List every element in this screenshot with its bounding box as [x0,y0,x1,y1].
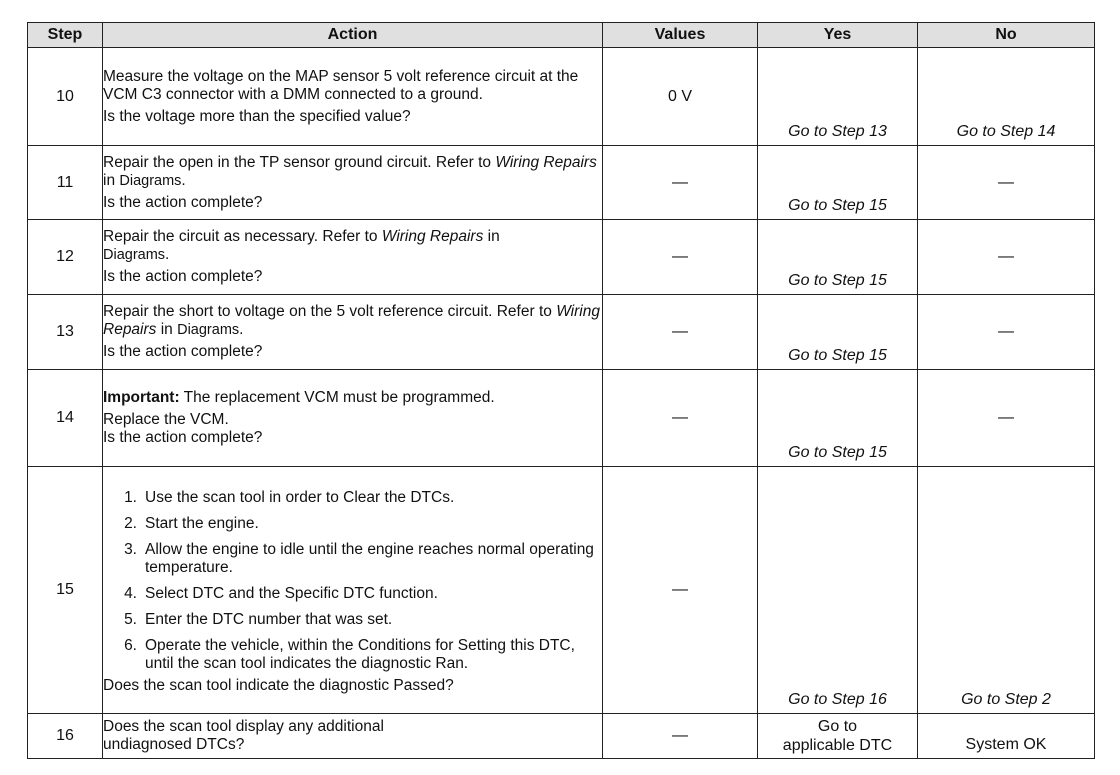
diagrams-reference: Diagrams [103,247,166,264]
action-question: Does the scan tool display any additional undiagnosed DTCs? [103,717,384,753]
no-cell [918,713,1095,758]
no-dash: — [998,409,1014,426]
no-link[interactable]: Go to Step 14 [956,123,1056,141]
step-number: 10 [28,48,103,146]
yes-link[interactable]: Go to Step 15 [788,271,887,289]
action-question: Is the action complete? [103,268,263,286]
no-cell [918,220,1095,294]
action-text-part: Repair the open in the TP sensor ground circuit. Refer to [103,153,496,171]
important-text: The replacement VCM must be programmed. [179,389,495,406]
action-question: Is the action complete? [103,342,263,360]
action-text-part: in [483,228,500,246]
step-number: 13 [28,294,103,369]
action-text [103,154,602,190]
table-row [28,146,1095,220]
wiring-repairs-reference: Wiring Repairs [495,153,597,171]
procedure-list [103,489,602,673]
header-no: No [918,23,1095,48]
diagrams-reference: Diagrams [119,172,182,189]
yes-cell [758,369,918,466]
step-number: 11 [28,146,103,220]
list-text: Select DTC and the Specific DTC function. [145,585,438,603]
yes-line-2: applicable DTC [782,736,893,754]
no-dash: — [998,248,1014,266]
table-row [28,369,1095,466]
action-text [103,303,602,339]
value-dash: — [672,409,688,426]
action-cell [103,220,603,294]
value-dash: — [672,580,688,598]
wiring-repairs-reference: Wiring Repairs [381,228,484,246]
no-cell [918,146,1095,220]
action-cell [103,369,603,466]
no-cell [918,467,1095,714]
action-text-part: Repair the circuit as necessary. Refer to [103,228,382,246]
list-item [103,585,602,603]
value-dash: — [672,726,688,744]
action-cell [103,294,603,369]
table-row [28,467,1095,714]
step-number: 14 [28,369,103,466]
step-number: 12 [28,220,103,294]
list-item [103,637,602,673]
list-item [103,541,602,577]
no-result: System OK [965,736,1047,753]
list-text: Start the engine. [145,515,259,533]
diagnostic-table [27,22,1095,759]
value-cell [603,369,758,466]
value-dash: — [672,322,688,340]
yes-cell [758,146,918,220]
diagrams-reference: Diagrams [177,321,240,338]
list-number: 2. [124,515,137,533]
value-cell [603,713,758,758]
no-cell [918,294,1095,369]
yes-link[interactable]: Go to Step 15 [788,346,887,364]
yes-cell [758,220,918,294]
step-number: 15 [28,467,103,714]
action-text-part: in [156,320,178,338]
value-dash: — [672,248,688,266]
table-row [28,713,1095,758]
value-cell [603,467,758,714]
yes-cell[interactable] [758,713,918,758]
wiring-repairs-reference: Wiring Repairs [103,302,600,338]
action-question: Is the voltage more than the specified value? [103,107,411,125]
step-number: 16 [28,713,103,758]
yes-cell [758,467,918,714]
yes-link[interactable]: Go to Step 13 [788,123,887,141]
action-text-part: Repair the short to voltage on the 5 volt reference circuit. Refer to [103,302,557,320]
header-yes: Yes [758,23,918,48]
value-cell: 0 V [603,48,758,146]
action-question: Does the scan tool indicate the diagnostic Passed? [103,677,454,695]
list-text: Operate the vehicle, within the Conditions for Setting this DTC, until the scan tool indicates the diagnostic Ran. [145,637,575,673]
list-number: 6. [124,637,137,655]
action-text [103,228,602,264]
value-cell [603,146,758,220]
no-cell [918,48,1095,146]
action-text-part: . [239,320,244,338]
yes-link[interactable]: Go to Step 15 [788,444,887,462]
value-cell [603,220,758,294]
header-row [28,23,1095,48]
no-dash: — [998,322,1014,340]
yes-cell [758,294,918,369]
table-row [28,220,1095,294]
no-dash: — [998,173,1014,191]
action-text: Measure the voltage on the MAP sensor 5 volt reference circuit at the VCM C3 connector with a DMM connected to a ground. [103,67,579,103]
important-label: Important: [103,389,180,406]
table-row [28,48,1095,146]
list-number: 5. [124,611,137,629]
action-cell [103,48,603,146]
table-row [28,294,1095,369]
action-text-part: . [181,171,186,189]
action-text: Replace the VCM. [103,411,229,428]
list-item [103,611,602,629]
action-text-part: . [165,246,170,264]
list-item [103,489,602,507]
action-cell [103,146,603,220]
header-step: Step [28,23,103,48]
list-text: Use the scan tool in order to Clear the DTCs. [145,489,455,507]
value-dash: — [672,173,688,191]
important-note [103,389,602,407]
list-text: Allow the engine to idle until the engine reaches normal operating temperature. [145,541,594,577]
no-cell [918,369,1095,466]
list-number: 3. [124,541,137,559]
action-text-part: in [103,171,120,189]
yes-link[interactable]: Go to Step 16 [788,690,887,708]
header-action: Action [103,23,603,48]
action-question: Is the action complete? [103,193,263,211]
action-cell [103,467,603,714]
value-cell [603,294,758,369]
list-number: 1. [124,489,137,507]
no-link[interactable]: Go to Step 2 [961,690,1051,708]
list-item [103,515,602,533]
yes-cell [758,48,918,146]
action-cell [103,713,603,758]
action-question: Is the action complete? [103,429,263,446]
list-text: Enter the DTC number that was set. [145,611,393,629]
header-values: Values [603,23,758,48]
list-number: 4. [124,585,137,603]
yes-line-1: Go to [817,717,858,735]
yes-link[interactable]: Go to Step 15 [788,197,887,215]
